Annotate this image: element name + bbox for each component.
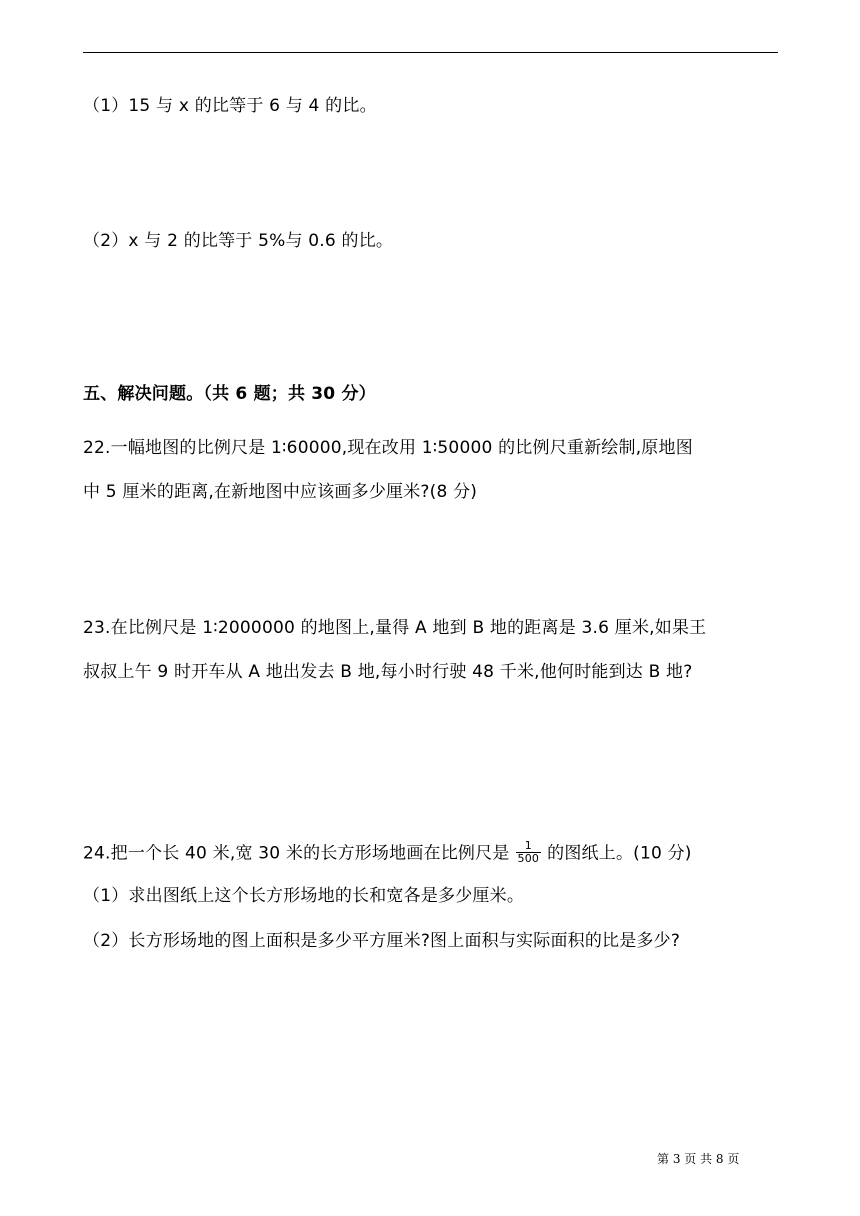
fraction-denominator: 500 (517, 852, 540, 865)
header-rule (83, 52, 778, 53)
question-21-2: （2）x 与 2 的比等于 5%与 0.6 的比。 (83, 231, 394, 251)
question-22-line-2: 中 5 厘米的距离,在新地图中应该画多少厘米?(8 分) (83, 482, 478, 502)
question-22-line-1: 22.一幅地图的比例尺是 1∶60000,现在改用 1∶50000 的比例尺重新绘制,原地图 (83, 438, 693, 458)
fraction-numerator: 1 (524, 839, 532, 852)
section-heading: 五、解决问题。（共 6 题；共 30 分） (83, 384, 376, 404)
question-21-1: （1）15 与 x 的比等于 6 与 4 的比。 (83, 96, 377, 116)
question-23-line-2: 叔叔上午 9 时开车从 A 地出发去 B 地,每小时行驶 48 千米,他何时能到达 B 地? (83, 662, 693, 682)
question-24-sub-1: （1）求出图纸上这个长方形场地的长和宽各是多少厘米。 (83, 886, 525, 906)
question-24-text-after: 的图纸上。(10 分) (547, 843, 692, 864)
question-24-text-before: 24.把一个长 40 米,宽 30 米的长方形场地画在比例尺是 (83, 843, 510, 864)
question-24-line-1 (83, 841, 692, 866)
page-number: 第 3 页 共 8 页 (657, 1152, 740, 1166)
question-24-sub-2: （2）长方形场地的图上面积是多少平方厘米?图上面积与实际面积的比是多少? (83, 931, 681, 951)
scale-fraction (516, 840, 542, 865)
question-23-line-1: 23.在比例尺是 1∶2000000 的地图上,量得 A 地到 B 地的距离是 3.6 厘米,如果王 (83, 618, 707, 638)
